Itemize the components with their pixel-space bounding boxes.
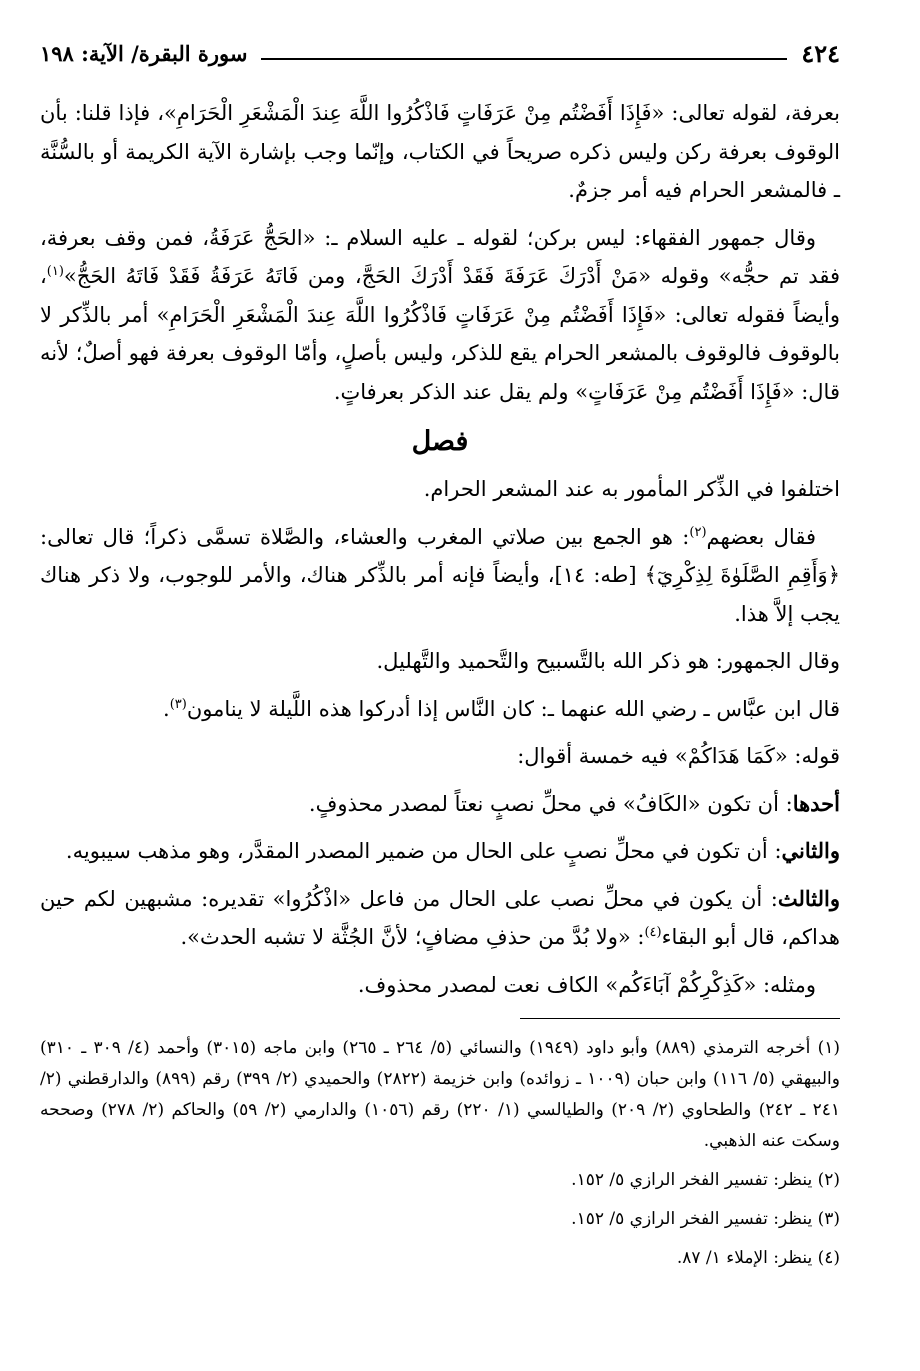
paragraph <box>40 219 840 412</box>
paragraph <box>40 880 840 957</box>
paragraph <box>40 690 840 729</box>
section-title: فصل <box>411 426 469 457</box>
footnote-ref: (٣) <box>169 696 187 712</box>
paragraph-text: : أن تكون في محلِّ نصبٍ على الحال من ضمير المصدر المقدَّر، وهو مذهب سيبويه. <box>65 839 782 863</box>
paragraph-text: قال ابن عبَّاس ـ رضي الله عنهما ـ: كان النَّاس إذا أدركوا هذه اللَّيلة لا ينامون <box>186 696 840 721</box>
footnote: (١) أخرجه الترمذي (٨٨٩) وأبو داود (١٩٤٩) والنسائي (٥/ ٢٦٤ ـ ٢٦٥) وابن ماجه (٣٠١٥) وأحمد (٤/ ٣٠٩ ـ ٣١٠) والبيهقي (٥/ ١١٦) وابن حبان (١٠٠٩ ـ زوائده) وابن خزيمة (٢٨٢٢) والحميدي (٢/ ٣٩٩) رقم (٨٩٩) والدارقطني (٢/ ٢٤١ ـ ٢٤٢) والطحاوي (٢/ ٢٠٩) والطيالسي (١/ ٢٢٠) رقم (١٠٥٦) والدارمي (٢/ ٥٩) والحاكم (٢/ ٢٧٨) وصححه وسكت عنه الذهبي. <box>40 1038 840 1151</box>
paragraph-text: : أن يكون في محلِّ نصب على الحال من فاعل «اذْكُرُوا» تقديره: مشبهين لكم حين هداكم، قال أبو البقاء <box>40 886 840 949</box>
footnote-ref: (٤) <box>644 925 662 940</box>
header-rule <box>261 58 787 60</box>
main-text <box>40 94 840 1004</box>
paragraph: وقال الجمهور: هو ذكر الله بالتَّسبيح والتَّحميد والتَّهليل. <box>376 649 840 673</box>
paragraph-text: ، وأيضاً فقوله تعالى: «فَإِذَا أَفَضْتُم مِنْ عَرَفَاتٍ فَاذْكُرُوا اللَّهَ عِندَ الْمَشْعَرِ الْحَرَامِ» أمر بالذِّكر لا بالوقوف فالوقوف بالمشعر الحرام يقع للذكر، وليس بأصلٍ، وأمّا الوقوف بعرفة فهو أصلٌ؛ لأنه قال: «فَإِذَا أَفَضْتُم مِنْ عَرَفَاتٍ» ولم يقل عند الذكر بعرفاتٍ. <box>40 264 840 404</box>
footnote: (٢) ينظر: تفسير الفخر الرازي ٥/ ١٥٢. <box>571 1170 840 1190</box>
footnote: (٤) ينظر: الإملاء ١/ ٨٧. <box>676 1248 840 1268</box>
page-number: ٤٢٤ <box>801 38 840 68</box>
paragraph-text: : أن تكون «الكَافُ» في محلِّ نصبٍ نعتاً لمصدر محذوفٍ. <box>308 791 793 816</box>
footnote: (٣) ينظر: تفسير الفخر الرازي ٥/ ١٥٢. <box>571 1209 840 1229</box>
paragraph <box>40 785 840 824</box>
paragraph-text: : هو الجمع بين صلاتي المغرب والعشاء، والصَّلاة تسمَّى ذكراً؛ قال تعالى: ﴿وَأَقِمِ الصَّلَوٰةَ لِذِكْرِيٓ﴾ [طه: ١٤]، وأيضاً فإنه أمر بالذِّكر هناك، والأمر للوجوب، ولا ذكر هناك يجب إلاَّ هذا. <box>40 524 841 626</box>
paragraph: بعرفة، لقوله تعالى: «فَإِذَا أَفَضْتُم مِنْ عَرَفَاتٍ فَاذْكُرُوا اللَّهَ عِندَ الْمَشْعَرِ الْحَرَامِ»، فإذا قلنا: بأن الوقوف بعرفة ركن وليس ذكره صريحاً في الكتاب، وإنّما وجب بإشارة الآية الكريمة أو بالسُّنَّة ـ فالمشعر الحرام فيه أمر جزمٌ. <box>40 101 840 202</box>
document-page <box>40 34 840 1282</box>
footnote-ref: (٢) <box>689 524 707 540</box>
footnote-ref: (١) <box>46 264 64 279</box>
footnotes <box>40 1033 840 1274</box>
page-header <box>40 34 840 72</box>
paragraph: اختلفوا في الذِّكر المأمور به عند المشعر الحرام. <box>423 477 840 501</box>
running-title: سورة البقرة/ الآية: ١٩٨ <box>40 40 248 66</box>
paragraph-text: فقال بعضهم <box>706 524 816 549</box>
paragraph: ومثله: «كَذِكْرِكُمْ آبَاءَكُم» الكاف نعت لمصدر محذوف. <box>357 972 816 997</box>
paragraph: قوله: «كَمَا هَدَاكُمْ» فيه خمسة أقوال: <box>517 744 840 768</box>
paragraph <box>40 832 840 871</box>
paragraph-text: وقال جمهور الفقهاء: ليس بركن؛ لقوله ـ عليه السلام ـ: «الحَجُّ عَرَفَةُ، فمن وقف بعرفة، فقد تم حجُّه» وقوله «مَنْ أَدْرَكَ عَرَفَةَ فَقَدْ أَدْرَكَ الحَجَّ، ومن فَاتَهُ عَرَفَةُ فَقَدْ فَاتَهُ الحَجُّ» <box>40 225 840 288</box>
paragraph <box>40 518 840 634</box>
footnote-separator <box>520 1018 840 1019</box>
paragraph-text: : «ولا بُدَّ من حذفِ مضافٍ؛ لأنَّ الجُثَّة لا تشبه الحدث». <box>180 925 645 949</box>
opinion-lead: والثاني <box>781 838 840 863</box>
opinion-lead: والثالث <box>777 885 840 911</box>
opinion-lead: أحدها <box>792 790 840 816</box>
paragraph-text: . <box>163 696 170 721</box>
